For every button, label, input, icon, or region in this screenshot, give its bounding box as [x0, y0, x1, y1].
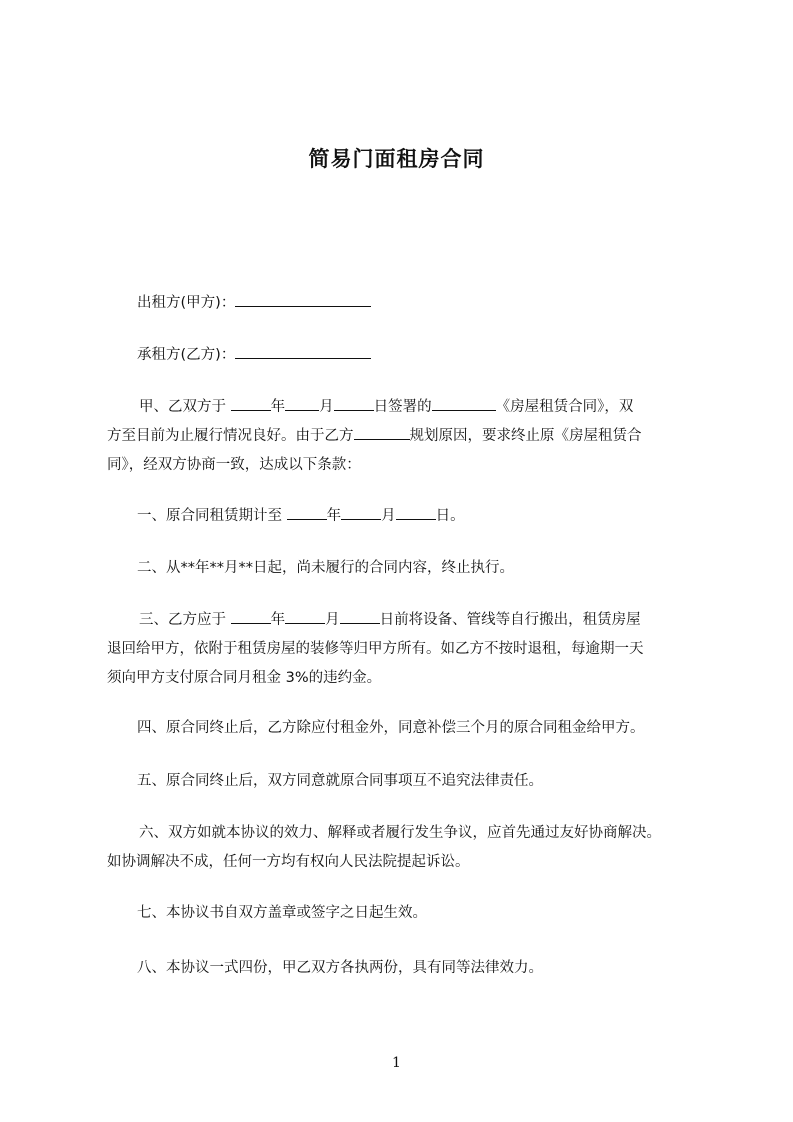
- intro-text: 年: [270, 399, 286, 415]
- clause-3-text: 年: [270, 612, 286, 628]
- clause-3-text: 须向甲方支付原合同月租金 3%的违约金。: [107, 670, 382, 686]
- clause-3: [107, 606, 727, 693]
- intro-year-blank: [231, 396, 271, 411]
- lessor-blank: [235, 292, 371, 307]
- clause-3-text: 退回给甲方，依附于租赁房屋的装修等归甲方所有。如乙方不按时退租，每逾期一天: [107, 641, 644, 657]
- clause-4: 四、原合同终止后，乙方除应付租金外，同意补偿三个月的原合同租金给甲方。: [137, 720, 645, 736]
- lessee-line: [137, 344, 757, 365]
- lessee-blank: [235, 344, 371, 359]
- clause-5: 五、原合同终止后，双方同意就原合同事项互不追究法律责任。: [137, 773, 543, 789]
- lessee-label: 承租方(乙方)：: [137, 347, 236, 363]
- intro-day-blank: [334, 396, 374, 411]
- document-title: 简易门面租房合同: [308, 147, 485, 171]
- intro-reason-blank: [354, 425, 410, 440]
- clause-1-text: 年: [326, 508, 342, 524]
- clause-1: [137, 505, 757, 526]
- clause-1-month-blank: [341, 505, 381, 520]
- clause-8: 八、本协议一式四份，甲乙双方各执两份，具有同等法律效力。: [137, 960, 543, 976]
- clause-1-year-blank: [287, 505, 327, 520]
- lessor-label: 出租方(甲方)：: [137, 295, 236, 311]
- clause-3-text: 三、乙方应于: [139, 612, 226, 628]
- clause-1-text: 一、原合同租赁期计至: [137, 508, 282, 524]
- clause-1-day-blank: [396, 505, 436, 520]
- intro-text: 日签署的: [373, 399, 432, 415]
- intro-date-blank: [432, 396, 496, 411]
- intro-month-blank: [285, 396, 319, 411]
- intro-text: 《房屋租赁合同》，双: [495, 399, 634, 415]
- clause-1-text: 月: [381, 508, 396, 524]
- lessor-line: [137, 292, 757, 313]
- intro-text: 月: [319, 399, 334, 415]
- clause-6-text: 如协调解决不成，任何一方均有权向人民法院提起诉讼。: [107, 854, 470, 870]
- intro-text: 方至目前为止履行情况良好。由于乙方: [107, 428, 354, 444]
- clause-7: 七、本协议书自双方盖章或签字之日起生效。: [137, 905, 427, 921]
- page-number: 1: [392, 1055, 401, 1071]
- clause-6-text: 六、双方如就本协议的效力、解释或者履行发生争议，应首先通过友好协商解决。: [139, 825, 661, 841]
- clause-6: [107, 819, 727, 877]
- clause-1-text: 日。: [435, 508, 465, 524]
- intro-text: 甲、乙双方于: [139, 399, 226, 415]
- clause-3-text: 日前将设备、管线等自行搬出，租赁房屋: [379, 612, 641, 628]
- clause-3-month-blank: [285, 609, 325, 624]
- clause-3-year-blank: [231, 609, 271, 624]
- clause-intro: [107, 393, 727, 480]
- intro-text: 同》，经双方协商一致，达成以下条款：: [107, 457, 361, 473]
- clause-2: 二、从**年**月**日起，尚未履行的合同内容，终止执行。: [137, 560, 514, 576]
- intro-text: 规划原因，要求终止原《房屋租赁合: [409, 428, 642, 444]
- clause-3-text: 月: [325, 612, 340, 628]
- clause-3-day-blank: [340, 609, 380, 624]
